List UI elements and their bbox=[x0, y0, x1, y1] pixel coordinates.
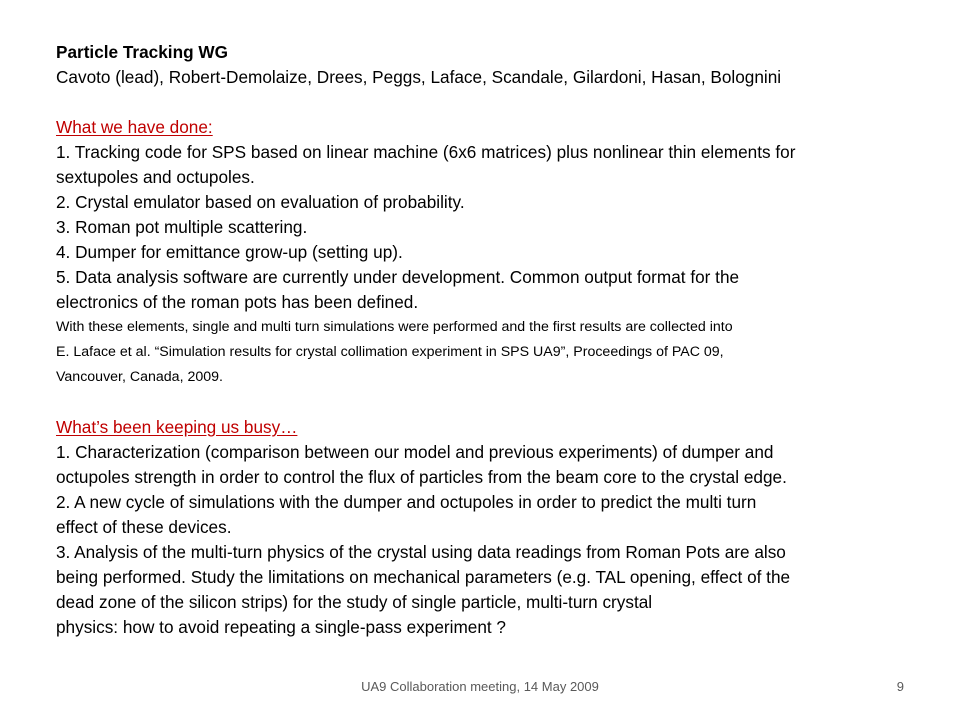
results-note: E. Laface et al. “Simulation results for crystal collimation experiment in SPS UA9”, Proceedings of PAC 09, bbox=[56, 344, 724, 360]
member-list: Cavoto (lead), Robert-Demolaize, Drees, Peggs, Laface, Scandale, Gilardoni, Hasan, Bolognini bbox=[56, 67, 782, 87]
busy-item: octupoles strength in order to control the flux of particles from the beam core to the crystal edge. bbox=[56, 467, 787, 487]
done-item: sextupoles and octupoles. bbox=[56, 167, 255, 187]
results-note: With these elements, single and multi turn simulations were performed and the first results are collected into bbox=[56, 319, 733, 335]
spacer bbox=[56, 390, 916, 415]
footer-text: UA9 Collaboration meeting, 14 May 2009 bbox=[361, 679, 599, 694]
done-item: 5. Data analysis software are currently under development. Common output format for the bbox=[56, 267, 740, 287]
busy-item: 3. Analysis of the multi-turn physics of the crystal using data readings from Roman Pots are also bbox=[56, 542, 786, 562]
busy-heading: What’s been keeping us busy… bbox=[56, 417, 298, 437]
done-item: 2. Crystal emulator based on evaluation of probability. bbox=[56, 192, 465, 212]
done-item: 4. Dumper for emittance grow-up (setting up). bbox=[56, 242, 403, 262]
done-item: 3. Roman pot multiple scattering. bbox=[56, 217, 308, 237]
busy-item: 2. A new cycle of simulations with the dumper and octupoles in order to predict the multi turn bbox=[56, 492, 757, 512]
busy-item: effect of these devices. bbox=[56, 517, 232, 537]
busy-item: dead zone of the silicon strips) for the study of single particle, multi-turn crystal bbox=[56, 592, 653, 612]
busy-item: being performed. Study the limitations on mechanical parameters (e.g. TAL opening, effect of the bbox=[56, 567, 791, 587]
group-title: Particle Tracking WG bbox=[56, 42, 228, 62]
done-item: electronics of the roman pots has been defined. bbox=[56, 292, 419, 312]
slide-body bbox=[56, 40, 916, 640]
page-number: 9 bbox=[896, 679, 904, 694]
busy-item: 1. Characterization (comparison between our model and previous experiments) of dumper and bbox=[56, 442, 774, 462]
spacer bbox=[56, 90, 916, 115]
results-note: Vancouver, Canada, 2009. bbox=[56, 369, 223, 385]
done-heading: What we have done: bbox=[56, 117, 213, 137]
busy-item: physics: how to avoid repeating a single-pass experiment ? bbox=[56, 617, 506, 637]
done-item: 1. Tracking code for SPS based on linear machine (6x6 matrices) plus nonlinear thin elements for bbox=[56, 142, 796, 162]
